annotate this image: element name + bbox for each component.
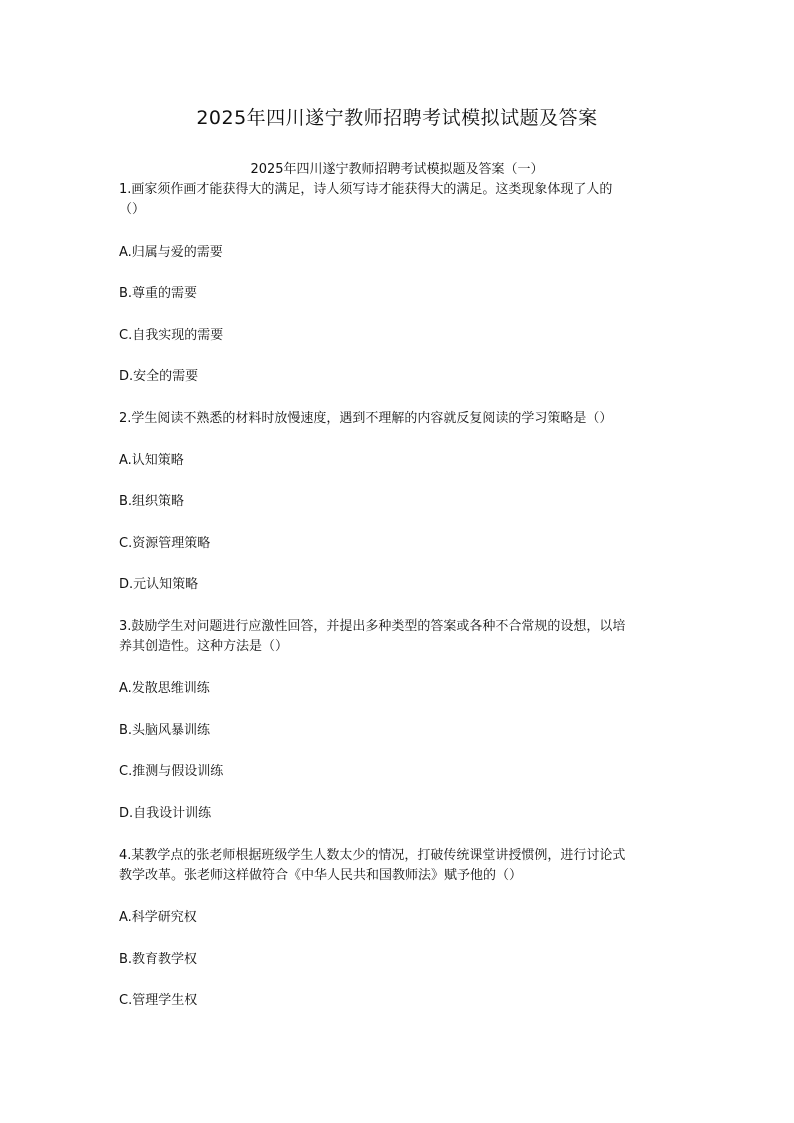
page-title: 2025年四川遂宁教师招聘考试模拟试题及答案	[196, 107, 598, 129]
question-3-option-d: D.自我设计训练	[119, 806, 212, 821]
question-1-stem-line-1: 1.画家须作画才能获得大的满足，诗人须写诗才能获得大的满足。这类现象体现了人的	[119, 182, 613, 197]
question-2-option-c: C.资源管理策略	[119, 536, 211, 551]
question-3-stem-line-1: 3.鼓励学生对问题进行应激性回答，并提出多种类型的答案或各种不合常规的设想，以培	[119, 619, 626, 634]
question-4-stem-line-2: 教学改革。张老师这样做符合《中华人民共和国教师法》赋予他的（）	[119, 868, 523, 883]
question-4-stem-line-1: 4.某教学点的张老师根据班级学生人数太少的情况，打破传统课堂讲授惯例，进行讨论式	[119, 848, 626, 863]
question-3-option-b: B.头脑风暴训练	[119, 723, 211, 738]
question-2-stem-line-1: 2.学生阅读不熟悉的材料时放慢速度，遇到不理解的内容就反复阅读的学习策略是（）	[119, 411, 613, 426]
question-2-option-d: D.元认知策略	[119, 577, 199, 592]
question-1-option-c: C.自我实现的需要	[119, 328, 224, 343]
question-4-option-a: A.科学研究权	[119, 910, 197, 925]
question-4-option-c: C.管理学生权	[119, 993, 198, 1008]
question-3-option-a: A.发散思维训练	[119, 681, 210, 696]
question-1-option-d: D.安全的需要	[119, 369, 199, 384]
question-3-option-c: C.推测与假设训练	[119, 764, 224, 779]
question-1-stem-line-2: （）	[119, 202, 146, 217]
question-2-option-b: B.组织策略	[119, 494, 185, 509]
question-2-option-a: A.认知策略	[119, 453, 184, 468]
section-subtitle: 2025年四川遂宁教师招聘考试模拟题及答案（一）	[250, 162, 544, 177]
question-1-option-b: B.尊重的需要	[119, 286, 198, 301]
question-4-option-b: B.教育教学权	[119, 952, 198, 967]
question-3-stem-line-2: 养其创造性。这种方法是（）	[119, 639, 289, 654]
question-1-option-a: A.归属与爱的需要	[119, 245, 223, 260]
